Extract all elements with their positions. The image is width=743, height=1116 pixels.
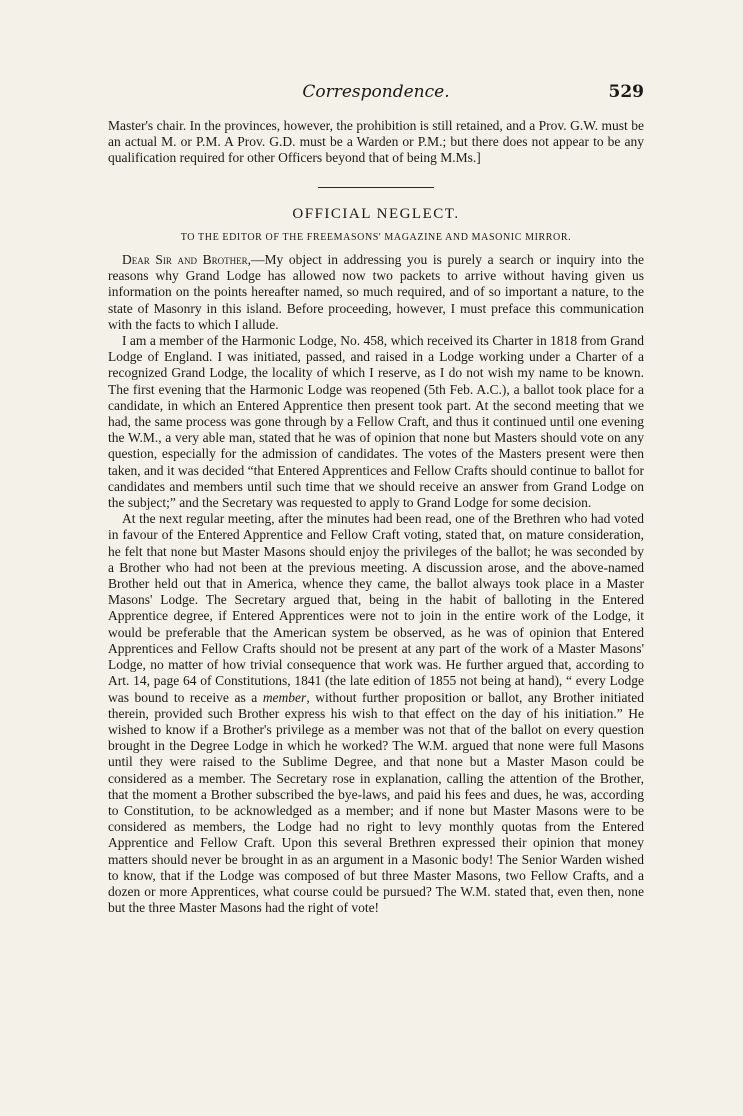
- page-number: 529: [608, 82, 644, 102]
- salutation: Dear Sir and Brother,: [122, 252, 252, 268]
- continued-paragraph: Master's chair. In the provinces, however, the prohibition is still retained, and a Prov. G.W. must be an actual M. or P.M. A Prov. G.D. must be a Warden or P.M.; but there does not appear to be any qualification required for other Officers beyond that of being M.Ms.]: [108, 118, 644, 166]
- paragraph-text: , without further proposition or ballot, any Brother initiated therein, provided such Brother express his wish to that effect on the day of his initiation.” He wished to know if a Brother's privilege as a member was not that of the ballot on every question brought in the Degree Lodge in which he worked? The W.M. argued that none were full Masons until they were raised to the Sublime Degree, and that none but a Master Mason could be considered as a member. The Secretary rose in explanation, calling the attention of the Brother, that the moment a Brother subscribed the bye-laws, and paid his fees and dues, he was, according to Constitution, to be acknowledged as a member; and if none but Master Masons were to be considered as members, the Lodge had no right to levy monthly quotas from the Entered Apprentice and Fellow Craft. Upon this several Brethren expressed their opinion that money matters should never be brought in as an argument in a Masonic body! The Senior Warden wished to know, that if the Lodge was composed of but three Master Masons, two Fellow Crafts, and a dozen or more Apprentices, what course could be pursued? The W.M. stated that, even then, none but the three Master Masons had the right of vote!: [108, 689, 644, 916]
- article-title: OFFICIAL NEGLECT.: [292, 205, 460, 222]
- paragraph-text: —My object in addressing you is purely a search or inquiry into the reasons why Grand Lodge has allowed now two packets to arrive without having given us information on the points hereafter named, so much required, and of so important a nature, to the state of Masonry in this island. Before proceeding, however, I must preface this communication with the facts to which I allude.: [108, 252, 644, 332]
- opening-paragraph: [108, 252, 644, 333]
- address-line: TO THE EDITOR OF THE FREEMASONS' MAGAZINE AND MASONIC MIRROR.: [180, 231, 572, 243]
- paragraph-text: At the next regular meeting, after the minutes had been read, one of the Brethren who had voted in favour of the Entered Apprentice and Fellow Craft voting, stated that, on mature consideration, he felt that none but Master Masons should enjoy the privileges of the ballot; he was seconded by a Brother who had not been at the previous meeting. A discussion arose, and the above-named Brother held out that in America, whence they came, the ballot always took place in a Master Masons' Lodge. The Secretary argued that, being in the habit of balloting in the Entered Apprentice degree, if Entered Apprentices were not to join in the entire work of the Lodge, it would be preferable that the American system be observed, as he was of opinion that Entered Apprentices and Fellow Crafts should not be present at any part of the work of a Master Masons' Lodge, no matter of how trivial consequence that work was. He further argued that, according to Art. 14, page 64 of Constitutions, 1841 (the late edition of 1855 not being at hand), “ every Lodge was bound to receive as a: [108, 511, 644, 705]
- paragraph: [108, 511, 644, 916]
- body-text: [108, 118, 644, 916]
- emphasis-member: member: [262, 689, 307, 705]
- running-head: [108, 80, 644, 106]
- paragraph: I am a member of the Harmonic Lodge, No. 458, which received its Charter in 1818 from Grand Lodge of England. I was initiated, passed, and raised in a Lodge working under a Charter of a recognized Grand Lodge, the locality of which I reserve, as I do not wish my name to be known. The first evening that the Harmonic Lodge was reopened (5th Feb. A.C.), a ballot took place for a candidate, in which an Entered Apprentice then present took part. At the second meeting that we had, the same process was gone through by a Fellow Craft, and thus it continued until one evening the W.M., a very able man, stated that he was of opinion that none but Masters should vote on any question, especially for the admission of candidates. The votes of the Masters present were then taken, and it was decided “that Entered Apprentices and Fellow Crafts should continue to ballot for candidates and members until such time that we should receive an answer from Grand Lodge on the subject;” and the Secretary was requested to apply to Grand Lodge for some decision.: [108, 333, 644, 511]
- running-title: Correspondence.: [302, 82, 450, 102]
- section-divider: [318, 187, 434, 188]
